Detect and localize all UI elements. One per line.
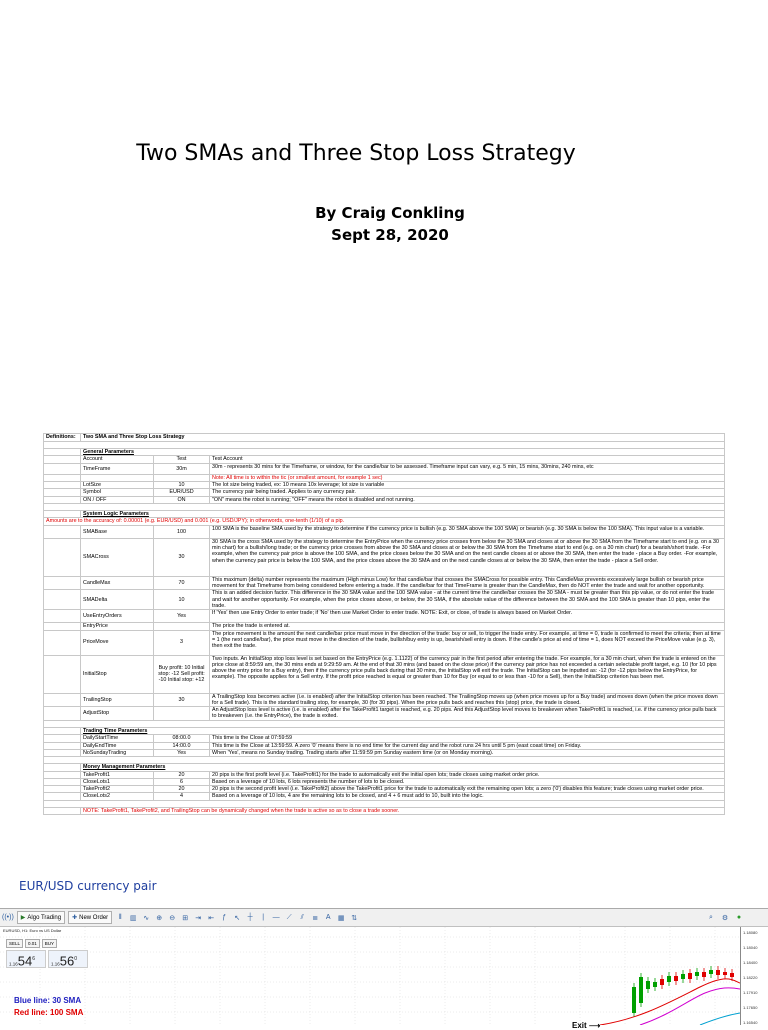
- param-value: 10: [154, 482, 210, 489]
- author: By Craig Conkling: [315, 204, 465, 222]
- table-cell: [44, 590, 81, 610]
- shapes-icon[interactable]: ▦: [337, 914, 345, 922]
- table-cell: [44, 463, 81, 474]
- final-note-text: TakeProfit1, TakeProfit2, and TrailingStop can be dynamically changed when the trade is active so as to close a trade sooner.: [100, 807, 400, 814]
- param-description: Based on a leverage of 10 lots, 6 lots represents the number of lots to be closed.: [210, 778, 725, 785]
- candle-body: [653, 982, 657, 987]
- param-name: SMADelta: [81, 590, 154, 610]
- param-name: DailyStartTime: [81, 735, 154, 742]
- price-chart[interactable]: [0, 927, 740, 1030]
- ask-price[interactable]: 1.1656$^0$: [48, 950, 88, 968]
- blank-row: [44, 757, 725, 764]
- channel-icon[interactable]: ⫽: [300, 913, 304, 921]
- candle-body: [639, 977, 643, 1003]
- text-icon[interactable]: A: [325, 914, 331, 921]
- table-cell: [44, 800, 725, 807]
- chart-canvas: [0, 927, 740, 1025]
- param-name: NoSundayTrading: [81, 749, 154, 756]
- param-description: Test Account: [210, 456, 725, 463]
- table-cell: [44, 496, 81, 503]
- price-axis-label: 1.16540: [743, 1020, 758, 1025]
- param-name: PriceMove: [81, 630, 154, 655]
- param-name: TakeProfit2: [81, 786, 154, 793]
- param-value: ON: [154, 496, 210, 503]
- table-row: [44, 538, 725, 576]
- param-name: InitialStop: [81, 655, 154, 693]
- table-cell: [44, 525, 81, 538]
- table-row: [44, 623, 725, 630]
- byline: [240, 202, 540, 246]
- param-name: CandleMax: [81, 576, 154, 590]
- candle-body: [723, 972, 727, 975]
- table-row: [44, 610, 725, 623]
- table-row: [44, 630, 725, 655]
- param-description: An AdjustStop loss level is active (i.e. is enabled) after the TakeProfit1 target is reached, e.g. 20 pips. And this AdjustStop level moves to breakeven when TakeProfit1 is reached, i.e. if the currency price pulls back to breakeven (i.e. the EntryPrice), the trade is exited.: [210, 707, 725, 721]
- param-description: A TrailingStop loss becomes active (i.e. is enabled) after the InitialStop criterion has been reached. The TrailingStop moves up (when price moves up for a Buy trade) and moves down (when the price moves down for a Sell trade). This is the standard trailing stop, for example, 30 (for 30 pips). When the price pulls back and reaches this (stop) price, the trade is closed.: [210, 693, 725, 707]
- param-description: If 'Yes' then use Entry Order to enter trade; if 'No' then use Market Order to enter trade. NOTE: Exit, or close, of trade is always based on Market Order.: [210, 610, 725, 623]
- note-row: [44, 518, 725, 525]
- param-name: EntryPrice: [81, 623, 154, 630]
- param-description: The price the trade is entered at.: [210, 623, 725, 630]
- table-cell: [44, 707, 81, 721]
- exit-annotation: Exit ⟶: [572, 1021, 601, 1030]
- header-row: [44, 434, 725, 442]
- param-name: LotSize: [81, 482, 154, 489]
- search-icon[interactable]: ⌕: [709, 913, 713, 921]
- param-name: TakeProfit1: [81, 771, 154, 778]
- candlestick-chart-icon[interactable]: ▥: [129, 914, 137, 922]
- param-value: 20: [154, 771, 210, 778]
- param-value: Yes: [154, 749, 210, 756]
- param-description: This maximum (delta) number represents the maximum (High minus Low) for that candle/bar that crosses the SMACross for possible entry. This CandleMax prevents excessively large bullish or bearish price movement for that Timeframe from being considered before entering a trade. If the candle/bar for that TimeFrame is greater than the CandleMax, then do NOT enter the trade and wait for another opportunity.: [210, 576, 725, 590]
- document-date: Sept 28, 2020: [331, 226, 449, 244]
- param-description: The price movement is the amount the next candle/bar price must move in the direction of the trade: buy or sell, to trigger the trade entry. For example, at time = 0, trade is confirmed to meet the criteria; then at time = 1 (the next candle/bar), the price must move in the direction of the trade, bullish/buy entry is up, bearish/sell entry is down. If the candle's price at end of time = 1, does NOT exceed the PriceMove value (e.g. 3), then exit the trade.: [210, 630, 725, 655]
- param-description: Two inputs. An InitialStop stop loss level is set based on the EntryPrice (e.g. 1.1122) of the currency pair in the first period after entering the trade. For example, for a 30 min chart, when the trade is entered on the price close at 8:59:59 am, the 30 mins ends at 9:29:59 am. At the end of that 30 mins (and based on the close price) if the currency pair price has not exceeded a certain selectable profit target, e.g. 10 (for 10 pips above the entry price for a Buy entry), then if the currency price pulls back during that 30 mins, the InitialStop will exit the trade. The InitialStop can be inputted as: -12 (for -12 pips below the EntryPrice, for example). The opposite applies for a Sell entry. If the profit price reached is equal or greater than 10 for Buy (or equal to or less than -10 for a Sell), then the InitialStop criterion has been met.: [210, 655, 725, 693]
- table-cell: [44, 655, 81, 693]
- price-axis-label: 1.18400: [743, 960, 758, 965]
- zoom-in-icon[interactable]: ⊕: [156, 914, 163, 922]
- chart-symbol-label: EURUSD, H1: Euro vs US Dollar: [3, 928, 62, 933]
- parameters-spreadsheet: [43, 433, 724, 863]
- param-name: SMABase: [81, 525, 154, 538]
- param-value: 08:00.0: [154, 735, 210, 742]
- blank-row: [44, 720, 725, 727]
- param-description: This is an added decision factor. This difference in the 30 SMA value and the 100 SMA value - at the current time the candle/bar crosses the 30 SMA - must be greater than this pip value, or do not enter the trade and wait for another opportunity. For example, when the price closes above, or below, the 30 SMA, if the absolute value of the difference between the 30 SMA and the 100 SMA is greater than 10 pips, enter the trade.: [210, 590, 725, 610]
- table-cell: [44, 749, 81, 756]
- blank-row: [44, 800, 725, 807]
- param-value: 10: [154, 590, 210, 610]
- document-title: Two SMAs and Three Stop Loss Strategy: [136, 141, 576, 166]
- candle-body: [646, 981, 650, 989]
- table-cell: [44, 442, 725, 449]
- param-description: This time is the Close at 13:59:59. A zero '0' means there is no end time for the current day and the robot runs 24 hrs until 5 pm (east coast time) on Friday.: [210, 742, 725, 749]
- algo-trading-icon: ▶: [20, 915, 26, 921]
- legend-sma100: Red line: 100 SMA: [14, 1008, 84, 1017]
- param-value: [154, 474, 210, 481]
- param-name: TimeFrame: [81, 463, 154, 474]
- account-icon[interactable]: ●: [736, 914, 742, 921]
- candle-body: [709, 970, 713, 974]
- blank-row: [44, 442, 725, 449]
- candle-body: [695, 972, 699, 976]
- chart-shift-icon[interactable]: ⇤: [208, 914, 215, 922]
- one-click-trading-panel: [6, 933, 88, 969]
- time-parameters-heading: Trading Time Parameters: [81, 727, 725, 734]
- table-cell: [44, 807, 81, 814]
- platform-toolbar: [0, 909, 768, 927]
- crosshair-icon[interactable]: ┼: [247, 914, 253, 921]
- final-note: [81, 807, 725, 814]
- trading-platform-window: [0, 908, 768, 1030]
- table-row: [44, 482, 725, 489]
- indicators-icon[interactable]: ƒ: [222, 914, 227, 921]
- table-row: [44, 655, 725, 693]
- table-row: [44, 793, 725, 800]
- param-name: AdjustStop: [81, 707, 154, 721]
- line-chart-icon[interactable]: ∿: [143, 914, 150, 922]
- zoom-out-icon[interactable]: ⊖: [169, 914, 176, 922]
- table-row: [44, 496, 725, 503]
- param-description: 100 SMA is the baseline SMA used by the strategy to determine if the currency price is bullish (e.g. 30 SMA above the 100 SMA) or bearish (e.g. 30 SMA is below the 100 SMA). This input value is a variable.: [210, 525, 725, 538]
- param-value: Buy profit: 10 Initial stop: -12 Sell profit: -10 Initial stop: +12: [154, 655, 210, 693]
- section-row: [44, 764, 725, 771]
- table-cell: [44, 786, 81, 793]
- param-description: This time is the Close at 07:59:59: [210, 735, 725, 742]
- param-name: SMACross: [81, 538, 154, 576]
- param-name: ON / OFF: [81, 496, 154, 503]
- logic-parameters-heading: System Logic Parameters: [81, 511, 725, 518]
- param-value: 3: [154, 630, 210, 655]
- table-cell: [44, 511, 81, 518]
- note-row: [44, 807, 725, 814]
- param-name: Symbol: [81, 489, 154, 496]
- horizontal-line-icon[interactable]: —: [272, 914, 280, 921]
- param-value: 4: [154, 793, 210, 800]
- table-cell: [44, 503, 725, 510]
- param-value: Yes: [154, 610, 210, 623]
- param-description: When 'Yes', means no Sunday trading. Trading starts after 11:59:59 pm Sunday eastern time (or on Monday morning).: [210, 749, 725, 756]
- param-name: CloseLots2: [81, 793, 154, 800]
- param-value: [154, 623, 210, 630]
- param-value: 30: [154, 538, 210, 576]
- table-row: [44, 778, 725, 785]
- table-row: [44, 749, 725, 756]
- table-row: [44, 693, 725, 707]
- param-value: 30: [154, 693, 210, 707]
- sma30-line: [640, 988, 740, 1025]
- general-parameters-heading: General Parameters: [81, 449, 725, 456]
- candle-body: [660, 979, 664, 985]
- table-row: [44, 525, 725, 538]
- candle-body: [674, 976, 678, 981]
- sell-button[interactable]: SELL: [6, 939, 23, 948]
- table-row: [44, 771, 725, 778]
- table-row: [44, 489, 725, 496]
- param-value: 20: [154, 786, 210, 793]
- param-description: The lot size being traded, ex: 10 means 10x leverage; lot size is variable: [210, 482, 725, 489]
- candle-body: [667, 976, 671, 982]
- definitions-label: Definitions:: [44, 434, 81, 442]
- table-cell: [44, 630, 81, 655]
- table-cell: [44, 771, 81, 778]
- param-value: EUR/USD: [154, 489, 210, 496]
- param-name: [81, 474, 154, 481]
- param-description: Note: All time is to within the tic (or smallest amount, for example 1 sec): [210, 474, 725, 481]
- table-row: [44, 463, 725, 474]
- price-axis-label: 1.17910: [743, 990, 758, 995]
- param-name: DailyEndTime: [81, 742, 154, 749]
- candle-body: [730, 973, 734, 977]
- algo-trading-button[interactable]: ▶ Algo Trading: [17, 911, 65, 924]
- arrows-icon[interactable]: ⇅: [351, 914, 358, 922]
- table-cell: [44, 456, 81, 463]
- table-cell: [44, 693, 81, 707]
- table-cell: [44, 482, 81, 489]
- param-name: UseEntryOrders: [81, 610, 154, 623]
- param-description: 20 pips is the second profit level (i.e. TakeProfit2) above the TakeProfit1 price for the trade to automatically exit the remaining open lots; a zero ('0') disables this feature; trade closes using market order price.: [210, 786, 725, 793]
- candle-body: [681, 974, 685, 979]
- section-row: [44, 449, 725, 456]
- table-cell: [44, 757, 725, 764]
- param-name: CloseLots1: [81, 778, 154, 785]
- exit-arrow-icon: ⟶: [588, 1021, 601, 1030]
- money-parameters-heading: Money Management Parameters: [81, 764, 725, 771]
- section-row: [44, 511, 725, 518]
- settings-icon[interactable]: ⚙: [721, 914, 729, 922]
- lot-size-input[interactable]: 0.01: [25, 939, 40, 948]
- fibonacci-icon[interactable]: ≣: [312, 914, 319, 922]
- param-name: TrailingStop: [81, 693, 154, 707]
- new-order-button[interactable]: ✚ New Order: [68, 911, 112, 924]
- table-cell: [44, 449, 81, 456]
- table-cell: [44, 735, 81, 742]
- price-axis-label: 1.17650: [743, 1005, 758, 1010]
- cursor-icon[interactable]: ↖: [234, 914, 241, 922]
- auto-scroll-icon[interactable]: ⇥: [195, 914, 202, 922]
- param-value: 14:00.0: [154, 742, 210, 749]
- table-row: [44, 474, 725, 481]
- chart-section-heading: EUR/USD currency pair: [19, 879, 157, 893]
- candle-body: [688, 973, 692, 979]
- table-cell: [44, 610, 81, 623]
- table-cell: [44, 489, 81, 496]
- param-value: [154, 707, 210, 721]
- toolbar-right-group: [706, 912, 768, 923]
- legend-sma30: Blue line: 30 SMA: [14, 996, 82, 1005]
- bid-price[interactable]: 1.1654$^6$: [6, 950, 46, 968]
- table-cell: [44, 727, 81, 734]
- vertical-line-icon[interactable]: |: [262, 914, 265, 921]
- param-value: 100: [154, 525, 210, 538]
- table-cell: [44, 793, 81, 800]
- final-note-label: NOTE:: [83, 807, 100, 814]
- table-cell: [44, 576, 81, 590]
- table-row: [44, 735, 725, 742]
- table-cell: [44, 742, 81, 749]
- candle-body: [716, 970, 720, 975]
- blank-row: [44, 503, 725, 510]
- param-description: "ON" means the robot is running; "OFF" means the robot is disabled and not running.: [210, 496, 725, 503]
- section-row: [44, 727, 725, 734]
- sma-line-extra: [700, 1013, 740, 1025]
- price-axis-label: 1.18080: [743, 930, 758, 935]
- table-cell: [44, 538, 81, 576]
- price-axis-label: 1.18220: [743, 975, 758, 980]
- price-axis[interactable]: [740, 927, 768, 1025]
- candle-body: [632, 987, 636, 1013]
- param-description: The currency pair being traded. Applies to any currency pair.: [210, 489, 725, 496]
- candle-body: [702, 972, 706, 977]
- table-cell: [44, 720, 725, 727]
- tile-windows-icon[interactable]: ⊞: [182, 914, 189, 922]
- param-value: 70: [154, 576, 210, 590]
- table-cell: [44, 474, 81, 481]
- param-value: 6: [154, 778, 210, 785]
- param-description: 30 SMA is the cross SMA used by the strategy to determine the EntryPrice when the currency price crosses from below the 30 SMA and closes at or above the 30 SMA from the Timeframe start to end (e.g. on a 30 min chart) for a bullish/long trade; or the currency price crosses from above the 30 SMA and closes at or below the 30 SMA from the Timeframe start to end (e.g. on a 30 min chart) for a bearish/short trade. -For example, when the currency pair price is above the 100 SMA, and the price closes below the 30 SMA and on the next candle closes at or above the 30 SMA, then enter the trade - place a Buy order. -For example, when the currency pair price is below the 100 SMA, and the price closes above the 30 SMA and on the next candle closes at or below the 30 SMA, then enter the trade - place a Sell order.: [210, 538, 725, 576]
- new-order-icon: ✚: [72, 915, 78, 921]
- table-cell: [44, 623, 81, 630]
- trendline-icon[interactable]: ⟋: [286, 913, 292, 921]
- connection-icon[interactable]: ((•)): [2, 914, 14, 921]
- param-description: 20 pips is the first profit level (i.e. TakeProfit1) for the trade to automatically exit the initial open lots; trade closes using market order price.: [210, 771, 725, 778]
- price-axis-label: 1.18040: [743, 945, 758, 950]
- table-row: [44, 456, 725, 463]
- param-name: Account: [81, 456, 154, 463]
- table-row: [44, 590, 725, 610]
- bar-chart-icon[interactable]: ⫴: [118, 913, 122, 921]
- table-cell: [44, 778, 81, 785]
- param-value: 30m: [154, 463, 210, 474]
- sheet-title: Two SMA and Three Stop Loss Strategy: [81, 434, 725, 442]
- table-row: [44, 707, 725, 721]
- param-value: Test: [154, 456, 210, 463]
- buy-button[interactable]: BUY: [42, 939, 57, 948]
- table-row: [44, 786, 725, 793]
- table-row: [44, 576, 725, 590]
- parameters-table: [43, 433, 725, 815]
- param-description: Based on a leverage of 10 lots, 4 are the remaining lots to be closed, and 4 + 6 must add to 10, built into the logic.: [210, 793, 725, 800]
- table-cell: [44, 764, 81, 771]
- table-row: [44, 742, 725, 749]
- logic-note: Amounts are to the accuracy of: 0.00001 (e.g. EUR/USD) and 0.001 (e.g. USD/JPY); in otherwords, one-tenth (1/10) of a pip.: [44, 518, 725, 525]
- param-description: 30m - represents 30 mins for the Timeframe, or window, for the candle/bar to be assessed. Timeframe input can vary, e.g. 5 min, 15 mins, 30mins, 240 mins, etc: [210, 463, 725, 474]
